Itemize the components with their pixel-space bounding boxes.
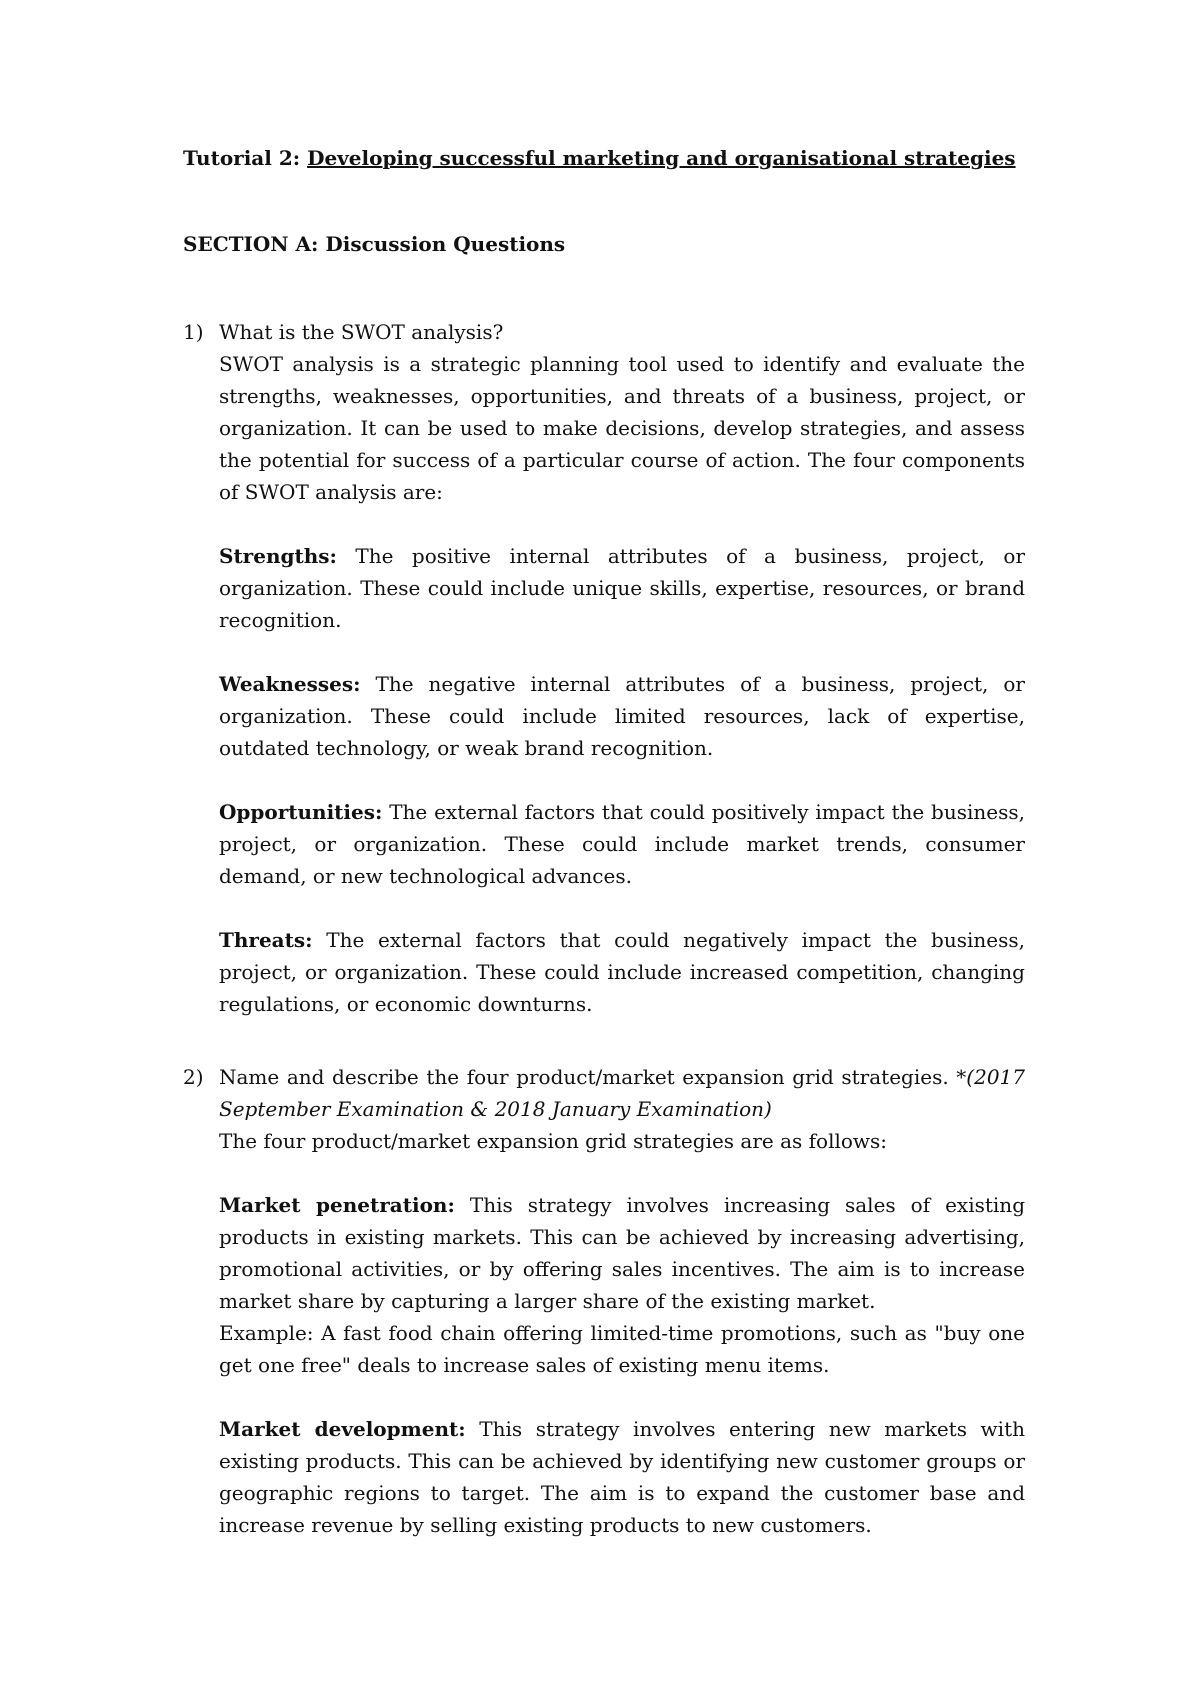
question-2 [183, 1061, 1025, 1541]
exam-note: *(2017 September Examination & 2018 January Examination) [219, 1065, 1025, 1121]
item-term: Opportunities: [219, 800, 383, 824]
item-term: Threats: [219, 928, 313, 952]
strategy-market-penetration [219, 1189, 1025, 1317]
item-term: Market penetration: [219, 1193, 455, 1217]
item-text: The external factors that could negatively impact the business, project, or organization. These could include increased competition, changing regulations, or economic downturns. [219, 928, 1025, 1016]
question-body [219, 316, 1025, 1020]
item-text: This strategy involves increasing sales of existing products in existing markets. This can be achieved by increasing advertising, promotional activities, or by offering sales incentives. The aim is to increase market share by capturing a larger share of the existing market. [219, 1193, 1025, 1313]
title-main: Developing successful marketing and organisational strategies [307, 146, 1016, 170]
item-text: The external factors that could positively impact the business, project, or organization. These could include market trends, consumer demand, or new technological advances. [219, 800, 1025, 888]
item-text: The negative internal attributes of a business, project, or organization. These could include limited resources, lack of expertise, outdated technology, or weak brand recognition. [219, 672, 1025, 760]
question-text [219, 1061, 1025, 1125]
item-term: Market development: [219, 1417, 466, 1441]
swot-item-opportunities [219, 796, 1025, 892]
swot-item-threats [219, 924, 1025, 1020]
title-prefix: Tutorial 2: [183, 146, 301, 170]
strategy-example: Example: A fast food chain offering limited-time promotions, such as "buy one get one free" deals to increase sales of existing menu items. [219, 1321, 1025, 1377]
swot-item-weaknesses [219, 668, 1025, 764]
question-number: 2) [183, 1065, 204, 1089]
answer-intro: SWOT analysis is a strategic planning tool used to identify and evaluate the strengths, weaknesses, opportunities, and threats of a business, project, or organization. It can be used to make decisions, develop strategies, and assess the potential for success of a particular course of action. The four components of SWOT analysis are: [219, 352, 1025, 504]
tutorial-title [183, 146, 1016, 170]
answer-intro: The four product/market expansion grid strategies are as follows: [219, 1129, 888, 1153]
question-text: What is the SWOT analysis? [219, 320, 504, 344]
item-term: Weaknesses: [219, 672, 361, 696]
item-text: This strategy involves entering new markets with existing products. This can be achieved by identifying new customer groups or geographic regions to target. The aim is to expand the customer base and increase revenue by selling existing products to new customers. [219, 1417, 1025, 1537]
section-heading: SECTION A: Discussion Questions [183, 232, 566, 256]
question-1 [183, 316, 1025, 1020]
item-text: The positive internal attributes of a business, project, or organization. These could include unique skills, expertise, resources, or brand recognition. [219, 544, 1025, 632]
strategy-market-development [219, 1413, 1025, 1541]
question-main: Name and describe the four product/market expansion grid strategies. [219, 1065, 957, 1089]
question-number: 1) [183, 320, 204, 344]
question-body [219, 1061, 1025, 1541]
item-term: Strengths: [219, 544, 337, 568]
swot-item-strengths [219, 540, 1025, 636]
